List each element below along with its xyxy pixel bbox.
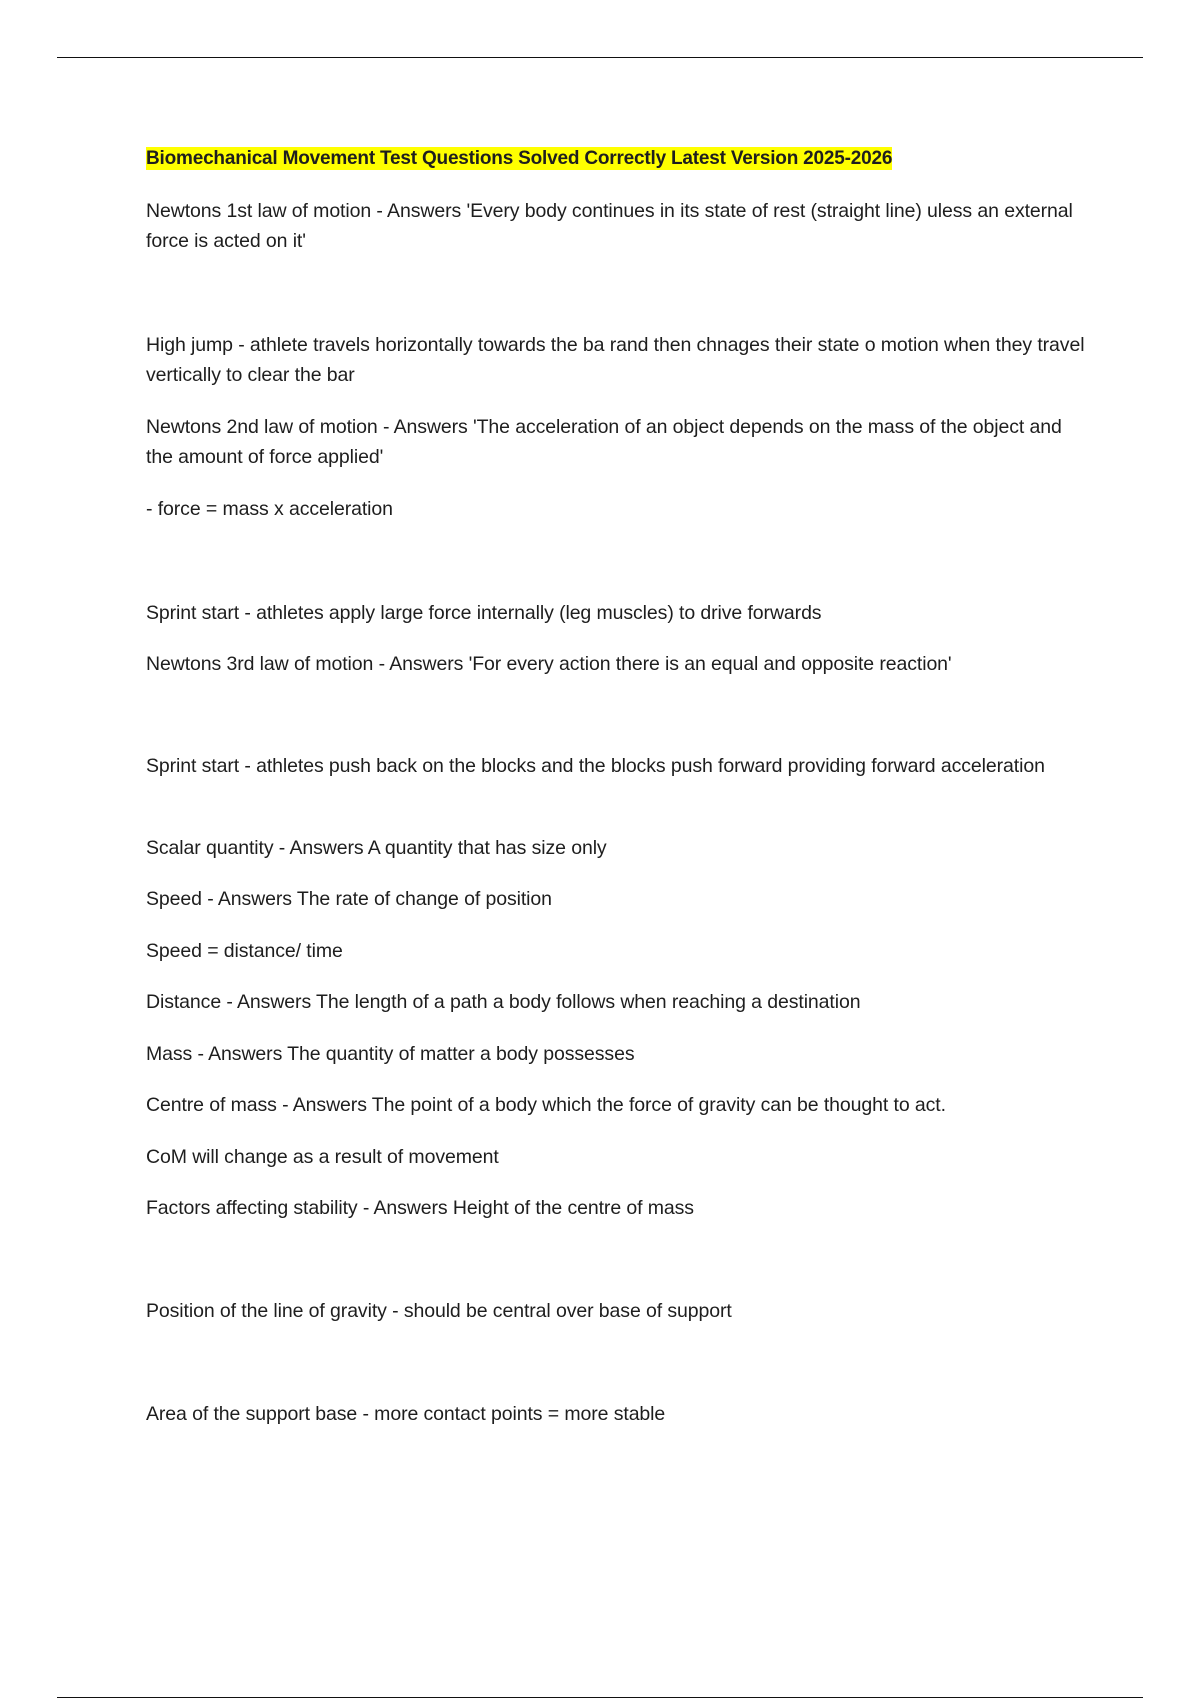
paragraph-high-jump: High jump - athlete travels horizontally towards the ba rand then chnages their state o motion when they travel vertically to clear the bar [146, 334, 1085, 386]
paragraph-scalar-quantity: Scalar quantity - Answers A quantity that has size only [146, 837, 607, 859]
paragraph-newtons-first-law: Newtons 1st law of motion - Answers 'Every body continues in its state of rest (straight line) uless an external force is acted on it' [146, 200, 1073, 252]
document-title [146, 143, 1086, 174]
paragraph-mass: Mass - Answers The quantity of matter a body possesses [146, 1043, 635, 1065]
paragraph-force-formula: - force = mass x acceleration [146, 498, 393, 520]
highlighted-title: Biomechanical Movement Test Questions Solved Correctly Latest Version 2025-2026 [146, 148, 893, 169]
paragraph-newtons-third-law: Newtons 3rd law of motion - Answers 'For every action there is an equal and opposite reaction' [146, 653, 952, 675]
paragraph-speed-formula: Speed = distance/ time [146, 940, 343, 962]
paragraph-speed-definition: Speed - Answers The rate of change of position [146, 888, 552, 910]
paragraph-distance: Distance - Answers The length of a path a body follows when reaching a destination [146, 991, 861, 1013]
paragraph-support-base: Area of the support base - more contact points = more stable [146, 1403, 666, 1425]
paragraph-com-change: CoM will change as a result of movement [146, 1146, 499, 1168]
bottom-rule [57, 1697, 1143, 1698]
paragraph-sprint-start-blocks: Sprint start - athletes push back on the blocks and the blocks push forward providing forward acceleration [146, 755, 1045, 777]
paragraph-centre-of-mass: Centre of mass - Answers The point of a body which the force of gravity can be thought to act. [146, 1094, 946, 1116]
top-rule [57, 57, 1143, 58]
paragraph-line-of-gravity: Position of the line of gravity - should be central over base of support [146, 1300, 732, 1322]
paragraph-stability-factors: Factors affecting stability - Answers Height of the centre of mass [146, 1197, 694, 1219]
paragraph-newtons-second-law: Newtons 2nd law of motion - Answers 'The acceleration of an object depends on the mass of the object and the amount of force applied' [146, 416, 1062, 468]
paragraph-sprint-start-force: Sprint start - athletes apply large force internally (leg muscles) to drive forwards [146, 602, 822, 624]
